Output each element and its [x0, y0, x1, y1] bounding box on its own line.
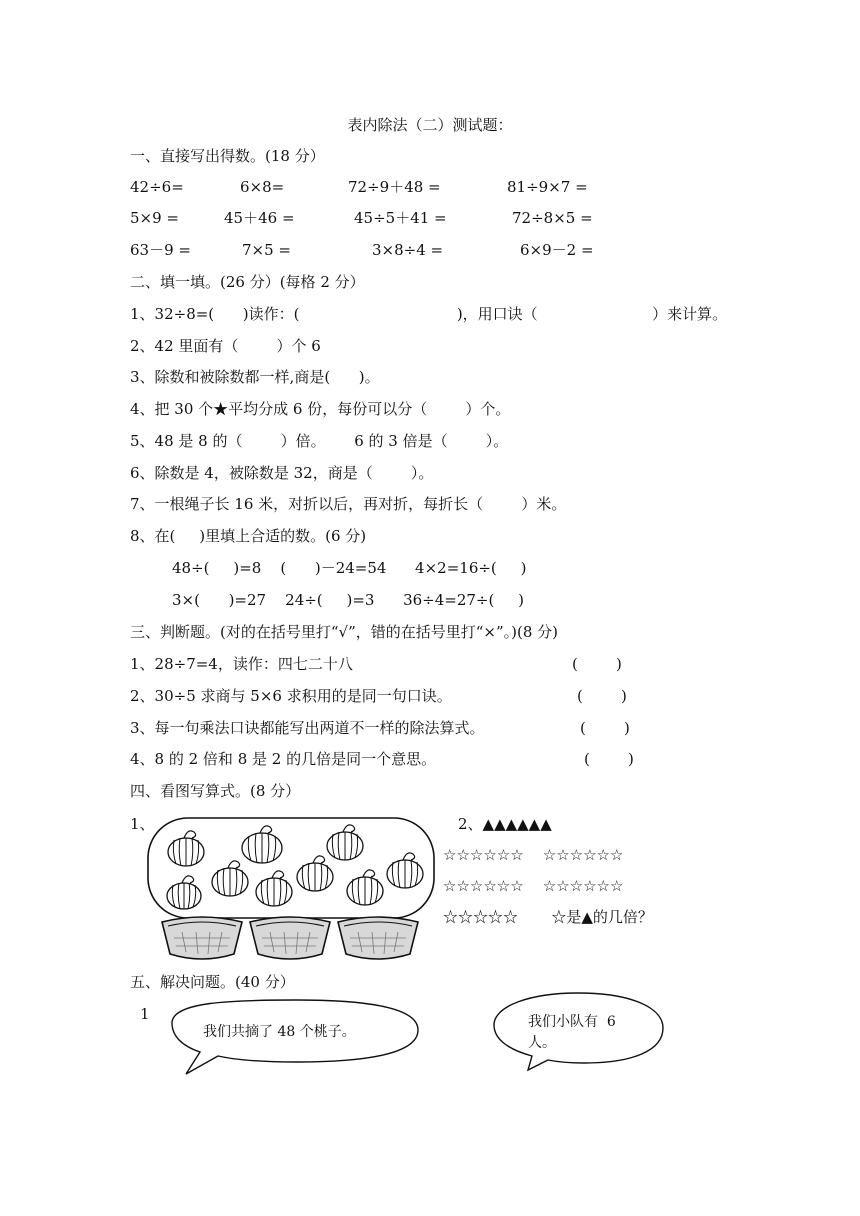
exercise-cell: 6×8=	[240, 178, 285, 196]
judge-item: 4、8 的 2 倍和 8 是 2 的几倍是同一个意思。	[130, 750, 437, 768]
fill-item: 3、除数和被除数都一样,商是( )。	[130, 368, 380, 386]
pumpkin-icon	[242, 826, 282, 863]
section-3-heading: 三、判断题。(对的在括号里打“√”，错的在括号里打“×”。)(8 分)	[130, 623, 559, 641]
fill-item: 5、48 是 8 的（ ）倍。 6 的 3 倍是（ ）。	[130, 432, 509, 450]
bubble-left-text: 我们共摘了 48 个桃子。	[203, 1024, 356, 1040]
pumpkin-icons	[167, 825, 423, 909]
exercise-cell: 42÷6=	[130, 178, 184, 196]
fill-item: 8、在( )里填上合适的数。(6 分)	[130, 527, 367, 545]
answer-paren: ( )	[580, 719, 630, 737]
picture-question-label: 1、	[130, 815, 155, 833]
triangle-question-label: 2、▲▲▲▲▲▲	[458, 815, 552, 833]
judge-item: 2、30÷5 求商与 5×6 求积用的是同一句口诀。	[130, 687, 452, 705]
pumpkin-icon	[212, 861, 248, 896]
judge-item: 3、每一句乘法口诀都能写出两道不一样的除法算式。	[130, 719, 485, 737]
section-4-heading: 四、看图写算式。(8 分）	[130, 782, 301, 800]
star-row: ☆☆☆☆☆☆ ☆☆☆☆☆☆	[443, 877, 624, 895]
exercise-cell: 3×8÷4 =	[372, 241, 444, 259]
star-row: ☆☆☆☆☆ ☆是▲的几倍？	[443, 908, 653, 926]
basket-icon	[162, 917, 242, 959]
answer-paren: ( )	[572, 655, 622, 673]
section-5-heading: 五、解决问题。(40 分）	[130, 973, 295, 991]
pumpkin-icon	[168, 831, 204, 866]
exercise-cell: 6×9－2 =	[520, 241, 594, 259]
fill-item: 6、除数是 4，被除数是 32，商是（ ）。	[130, 464, 434, 482]
pumpkin-icon	[387, 853, 423, 888]
pumpkin-icon	[347, 870, 383, 905]
page-title: 表内除法（二）测试题：	[347, 116, 513, 134]
answer-paren: ( )	[584, 750, 634, 768]
pumpkin-icon	[256, 871, 292, 906]
problem-label: 1	[140, 1005, 150, 1023]
exercise-cell: 45＋46 =	[224, 209, 295, 227]
judge-item: 1、28÷7=4，读作：四七二十八	[130, 655, 353, 673]
bubble-right-text-2: 人。	[528, 1035, 556, 1051]
exercise-cell: 5×9 =	[130, 209, 179, 227]
basket-icon	[250, 917, 330, 959]
exercise-cell: 81÷9×7 =	[507, 178, 588, 196]
fill-row: 3×( )=27 24÷( )=3 36÷4=27÷( )	[172, 591, 525, 609]
bubble-right-text-1: 我们小队有 6	[528, 1014, 616, 1030]
fill-item: 4、把 30 个★平均分成 6 份，每份可以分（ ）个。	[130, 400, 511, 418]
exercise-cell: 63－9 =	[130, 241, 191, 259]
exercise-cell: 45÷5＋41 =	[354, 209, 447, 227]
section-2-heading: 二、填一填。(26 分）(每格 2 分）	[130, 273, 365, 291]
fill-item: 1、32÷8=( )读作：( )，用口诀（ ）来计算。	[130, 305, 728, 323]
fill-row: 48÷( )=8 ( )－24=54 4×2=16÷( )	[172, 559, 527, 577]
pumpkin-icon	[297, 856, 333, 891]
basket-icons	[162, 917, 418, 959]
star-row: ☆☆☆☆☆☆ ☆☆☆☆☆☆	[443, 846, 624, 864]
basket-icon	[338, 917, 418, 959]
fill-item: 2、42 里面有（ ）个 6	[130, 337, 321, 355]
pumpkin-icon	[327, 825, 363, 860]
fill-item: 7、一根绳子长 16 米，对折以后，再对折，每折长（ ）米。	[130, 495, 567, 513]
exercise-cell: 7×5 =	[242, 241, 291, 259]
section-1-heading: 一、直接写出得数。(18 分）	[130, 147, 325, 165]
exercise-cell: 72÷9＋48 =	[348, 178, 441, 196]
exercise-cell: 72÷8×5 =	[512, 209, 593, 227]
pumpkin-icon	[167, 876, 201, 909]
answer-paren: ( )	[577, 687, 627, 705]
